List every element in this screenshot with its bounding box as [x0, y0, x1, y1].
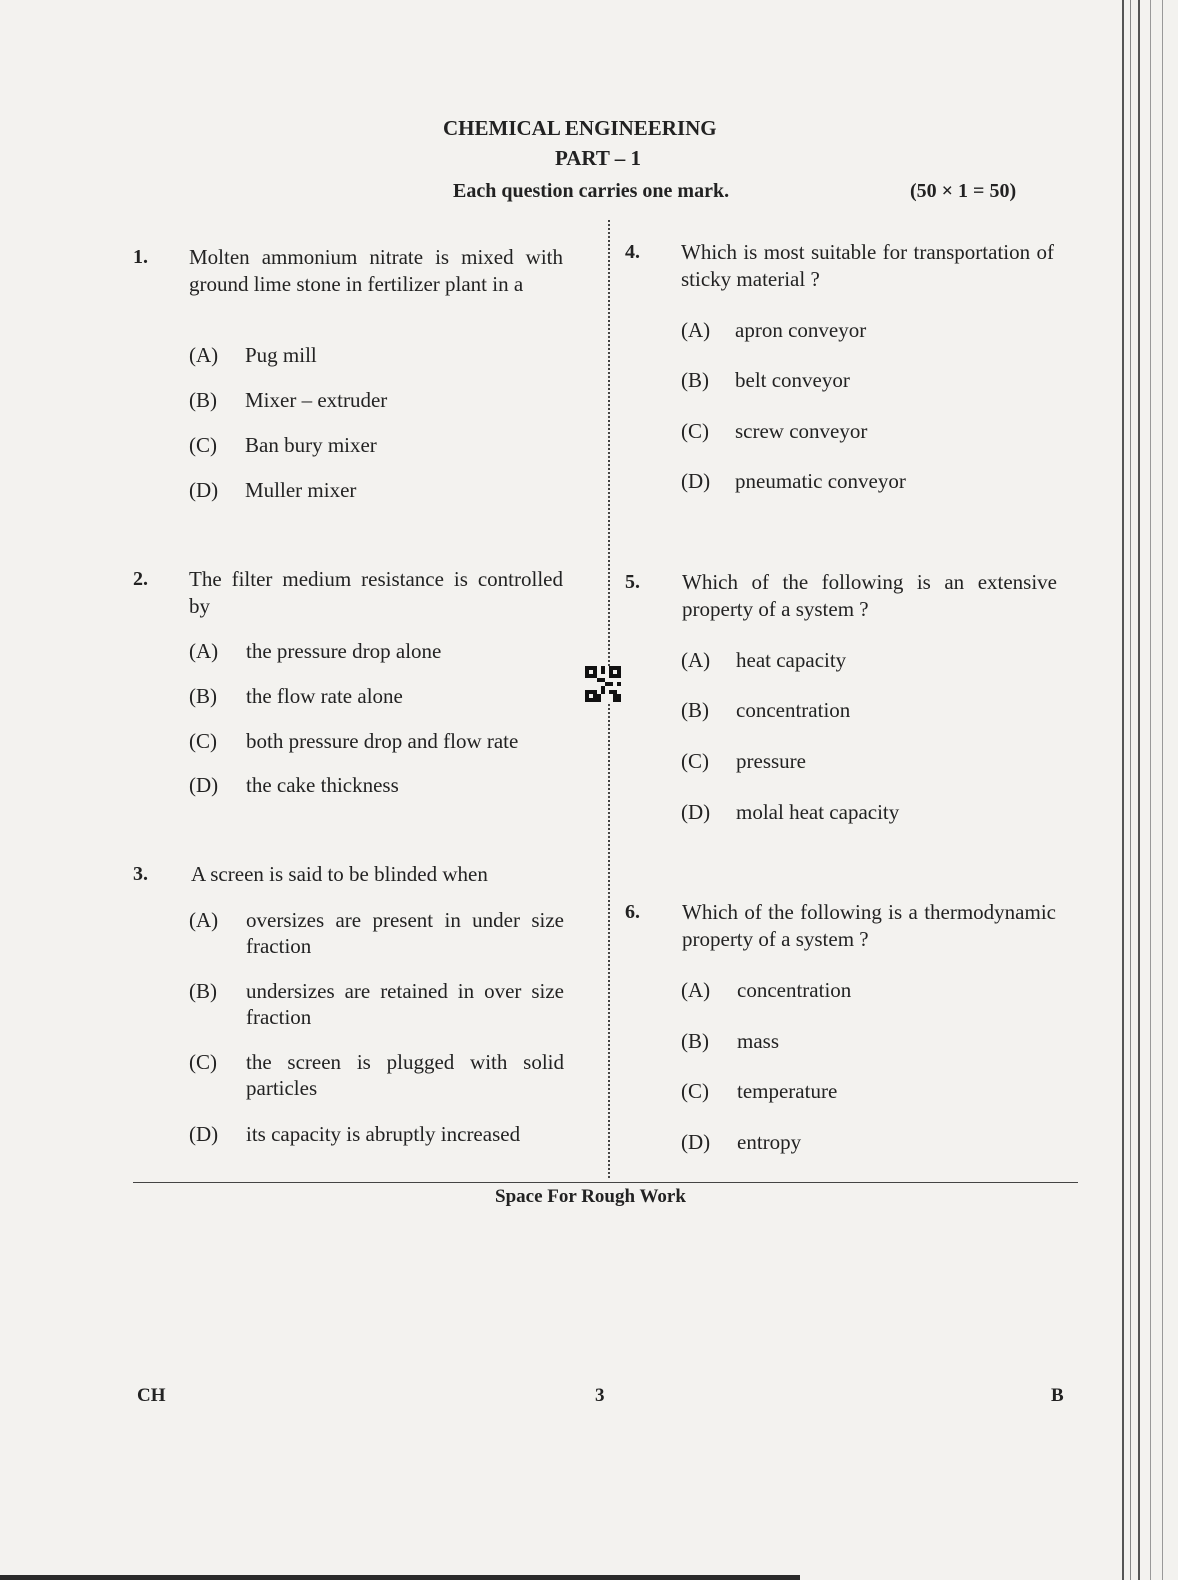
- question-text: Which is most suitable for transportation of sticky material ?: [681, 240, 1054, 291]
- question-number: 5.: [625, 571, 640, 593]
- series-code: B: [1051, 1385, 1064, 1406]
- question-number: 6.: [625, 901, 640, 923]
- qr-code-icon: [585, 666, 621, 702]
- bottom-page-edge: [0, 1575, 800, 1580]
- rough-work-label: Space For Rough Work: [495, 1186, 686, 1207]
- question-text: Molten ammonium nitrate is mixed with ground lime stone in fertilizer plant in a: [189, 245, 563, 296]
- question-text: The filter medium resistance is controlled by: [189, 567, 563, 618]
- subject-code: CH: [137, 1385, 166, 1406]
- question-text: A screen is said to be blinded when: [191, 862, 488, 886]
- marks-note: Each question carries one mark.: [453, 180, 730, 202]
- question-number: 3.: [133, 863, 148, 885]
- question-number: 2.: [133, 568, 148, 590]
- part-heading: PART – 1: [555, 146, 641, 170]
- page-binding-edge: [1116, 0, 1178, 1580]
- page-number: 3: [595, 1385, 605, 1406]
- total-marks: (50 × 1 = 50): [910, 180, 1017, 202]
- exam-title: CHEMICAL ENGINEERING: [443, 116, 717, 140]
- question-text: Which of the following is an extensive property of a system ?: [682, 570, 1057, 621]
- rough-work-rule: [133, 1182, 1078, 1183]
- question-text: Which of the following is a thermodynamic property of a system ?: [682, 900, 1056, 951]
- question-number: 1.: [133, 246, 148, 268]
- question-number: 4.: [625, 241, 640, 263]
